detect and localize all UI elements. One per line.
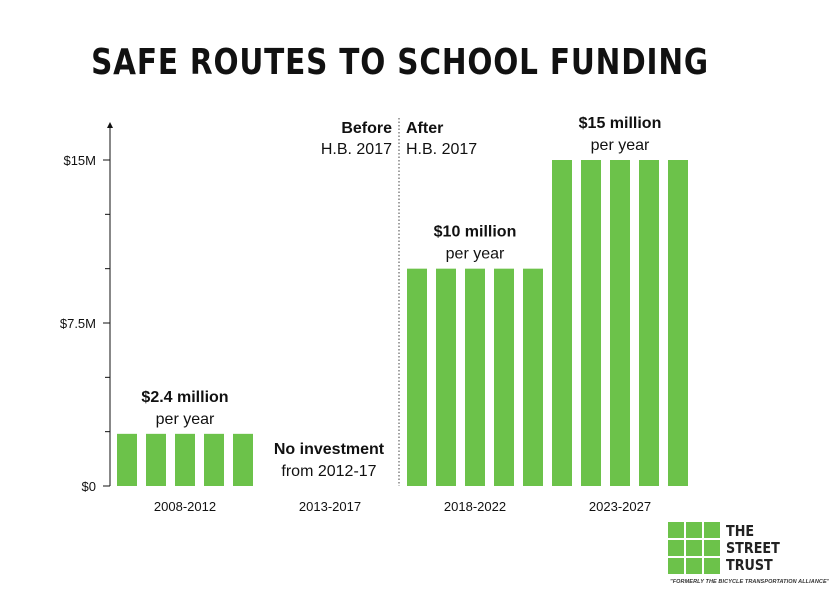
x-axis-group-label: 2008-2012 (153, 499, 217, 514)
bar-annotation-bold: $10 million (433, 223, 517, 241)
y-axis-tick-label: $7.5M (59, 316, 96, 331)
x-axis-group-label: 2018-2022 (443, 499, 507, 514)
bar (523, 269, 543, 486)
bar-annotation-bold: $2.4 million (141, 388, 229, 406)
bar (610, 160, 630, 486)
bar-annotation: from 2012-17 (281, 463, 377, 480)
x-axis-group-label: 2013-2017 (298, 499, 362, 514)
logo-line-1: THE (726, 522, 755, 540)
bar (465, 269, 485, 486)
bar (494, 269, 514, 486)
bar-annotation: per year (590, 137, 650, 154)
logo-line-2: STREET (726, 539, 780, 557)
bar (204, 434, 224, 486)
y-axis-arrow (107, 122, 113, 128)
y-axis-tick-label: $15M (63, 153, 96, 168)
axis-layer (60, 118, 399, 494)
divider-after-label: H.B. 2017 (406, 141, 478, 158)
divider-before-bold: Before (341, 120, 392, 137)
logo-mark (668, 522, 720, 574)
bar (407, 269, 427, 486)
logo-tagline: "FORMERLY THE BICYCLE TRANSPORTATION ALLIANCE" (670, 579, 829, 585)
bar (581, 160, 601, 486)
divider-before-label: H.B. 2017 (320, 141, 392, 158)
bar (233, 434, 253, 486)
bar (639, 160, 659, 486)
bar (436, 269, 456, 486)
logo-line-3: TRUST (726, 556, 773, 574)
chart-title: SAFE ROUTES TO SCHOOL FUNDING (91, 42, 709, 83)
bar (668, 160, 688, 486)
bar (146, 434, 166, 486)
bar (175, 434, 195, 486)
street-trust-logo (668, 522, 829, 588)
bar (552, 160, 572, 486)
bar (117, 434, 137, 486)
bars-layer (117, 160, 688, 486)
bar-annotation: per year (155, 410, 215, 428)
bar-annotation-bold: $15 million (578, 115, 662, 132)
y-axis-tick-label: $0 (81, 479, 96, 494)
bar-annotation: per year (445, 245, 505, 263)
divider-after-bold: After (406, 120, 444, 137)
bar-annotation-bold: No investment (273, 441, 385, 458)
x-axis-group-label: 2023-2027 (588, 499, 652, 514)
